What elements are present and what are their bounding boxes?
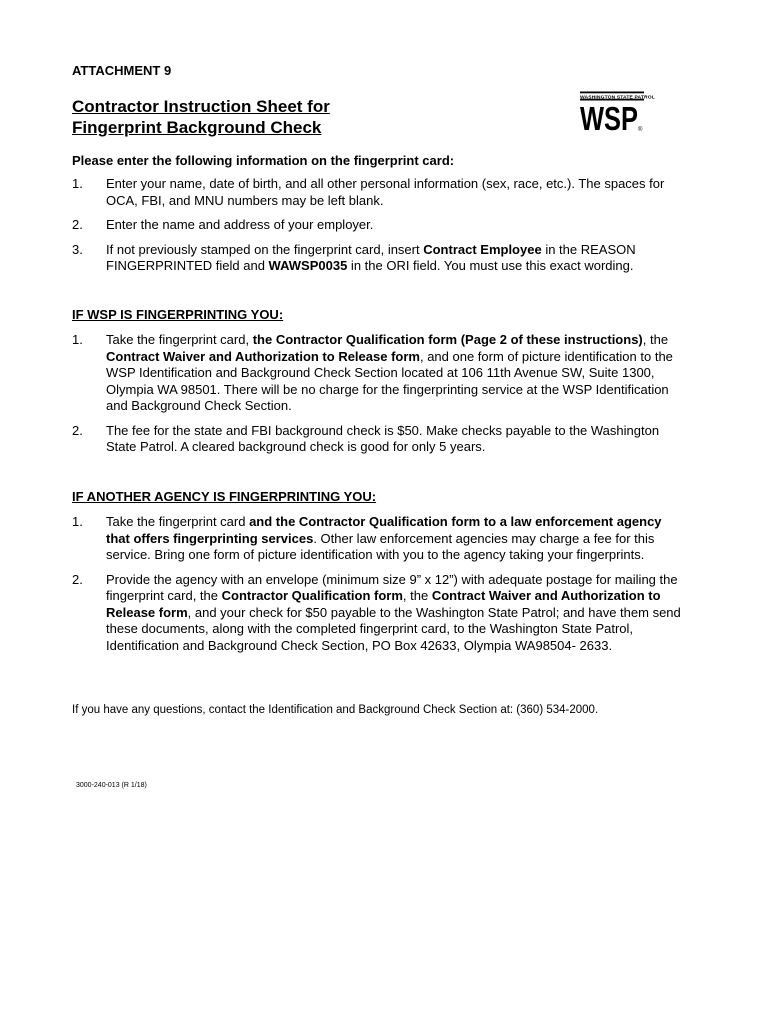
card-steps-list — [72, 176, 682, 275]
wsp-section-heading: IF WSP IS FINGERPRINTING YOU: — [72, 307, 284, 322]
agency-steps-list — [72, 514, 682, 654]
logo-agency-text: WASHINGTON STATE PATROL — [580, 92, 644, 101]
title-line-2: Fingerprint Background Check — [72, 118, 322, 137]
list-item: 2. Enter the name and address of your employer. — [72, 217, 374, 232]
list-item: 1. Take the fingerprint card and the Contractor Qualification form to a law enforcement agency that offers fingerprinting services. Other law enforcement agencies may charge a fee for this service. Bring one form of picture identification with you to the agency taking your fingerprints. — [72, 514, 662, 562]
logo-letters: WSP — [580, 101, 638, 133]
page-title — [72, 96, 492, 138]
contact-info: If you have any questions, contact the Identification and Background Check Section at: (360) 534-2000. — [72, 704, 599, 716]
wsp-steps-list — [72, 332, 682, 456]
list-item: 3. If not previously stamped on the fingerprint card, insert Contract Employee in the REASON FINGERPRINTED field and WAWSP0035 in the ORI field. You must use this exact wording. — [72, 241, 636, 273]
form-number: 3000-240-013 (R 1/18) — [76, 782, 147, 789]
list-item: 2. The fee for the state and FBI background check is $50. Make checks payable to the Washington State Patrol. A cleared background check is good for only 5 years. — [72, 422, 660, 454]
list-item: 1. Enter your name, date of birth, and all other personal information (sex, race, etc.). The spaces for OCA, FBI, and MNU numbers may be left blank. — [72, 176, 665, 208]
wsp-logo — [580, 91, 655, 133]
list-item: 1. Take the fingerprint card, the Contractor Qualification form (Page 2 of these instructions), the Contract Waiver and Authorization to Release form, and one form of picture identification to the WSP Identification and Background Check Section located at 106 11th Avenue SW, Suite 1300, Olympia WA 98501. There will be no charge for the fingerprinting service at the WSP Identification and Background Check Section. — [72, 332, 673, 413]
logo-registered: ® — [638, 127, 643, 133]
list-item: 2. Provide the agency with an envelope (minimum size 9” x 12”) with adequate postage for mailing the fingerprint card, the Contractor Qualification form, the Contract Waiver and Authorization to Release form, and your check for $50 payable to the Washington State Patrol; and have them send these documents, along with the completed fingerprint card, to the Washington State Patrol, Identification and Background Check Section, PO Box 42633, Olympia WA98504- 2633. — [72, 571, 681, 653]
agency-section-heading: IF ANOTHER AGENCY IS FINGERPRINTING YOU: — [72, 489, 377, 504]
wsp-logo-mark — [580, 101, 644, 133]
title-line-1: Contractor Instruction Sheet for — [72, 97, 330, 116]
attachment-label: ATTACHMENT 9 — [72, 63, 172, 78]
intro-instruction: Please enter the following information on the fingerprint card: — [72, 153, 455, 168]
